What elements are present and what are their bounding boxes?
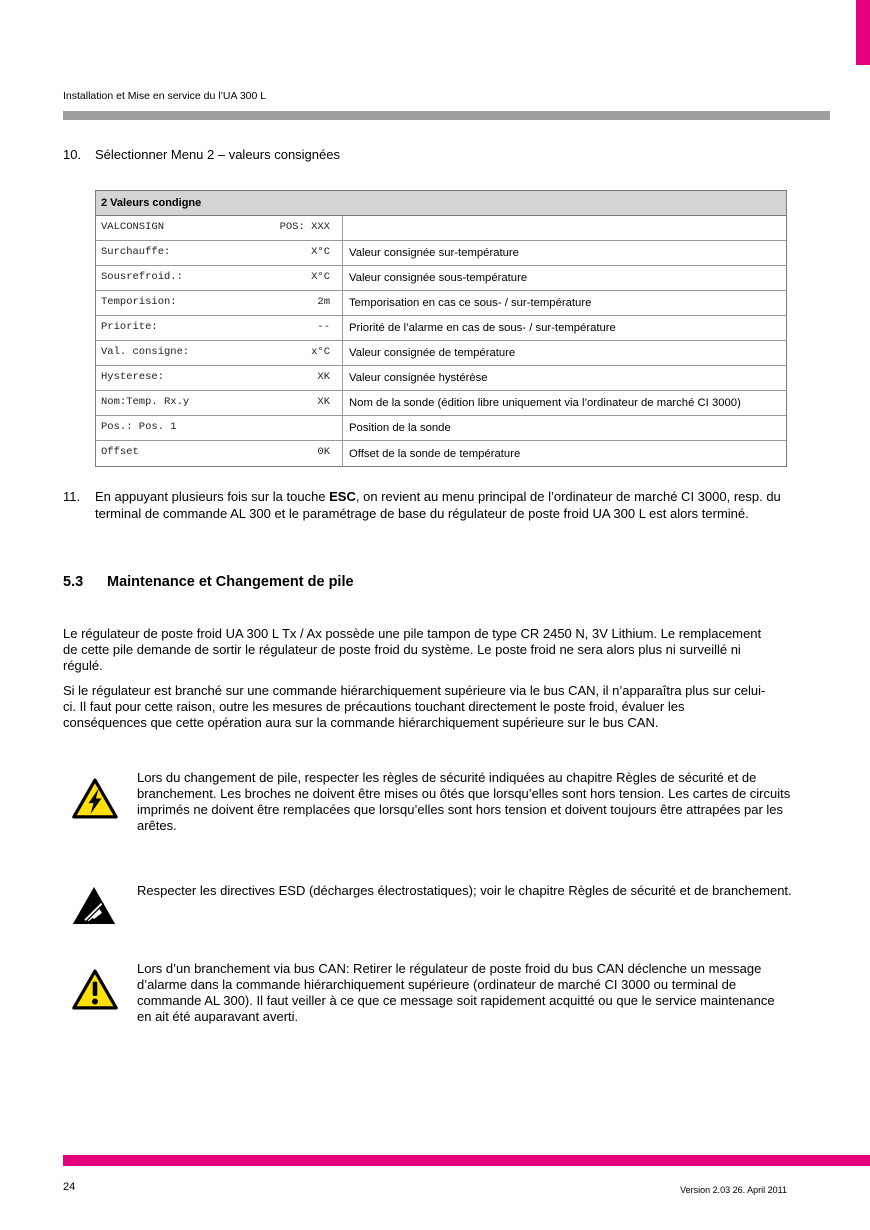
parameter-table	[95, 190, 787, 467]
menu-cell	[96, 441, 343, 466]
menu-cell	[96, 216, 343, 240]
menu-label: Val. consigne:	[101, 346, 190, 358]
top-accent-bar	[856, 0, 870, 65]
table-row	[96, 291, 786, 316]
warning-text: Lors d’un branchement via bus CAN: Retirer le régulateur de poste froid du bus CAN déclenche un message d’alarme dans la commande hiérarchiquement supérieure (ordinateur de marché CI 3000 ou terminal de commande AL 300). Il faut veiller à ce que ce message soit rapidement acquitté ou que le service maintenance en ait été auparavant averti.	[137, 961, 775, 1024]
section-paragraph: Si le régulateur est branché sur une commande hiérarchiquement supérieure via le bus CAN, il n’apparaîtra plus sur celui-ci. Il faut pour cette raison, outre les mesures de précautions touchant directement le poste froid, évaluer les conséquences que cette opération aura sur la commande hiérarchiquement supérieure sur le bus CAN.	[63, 683, 766, 730]
header-rule	[63, 111, 830, 120]
warning-block	[72, 883, 792, 930]
step-10-number: 10.	[63, 147, 82, 162]
table-row	[96, 216, 786, 241]
table-row	[96, 316, 786, 341]
menu-value: X°C	[311, 246, 330, 258]
warning-block	[72, 770, 792, 834]
description-cell: Offset de la sonde de température	[349, 447, 521, 460]
menu-label: Temporision:	[101, 296, 177, 308]
lightning-warning-svg	[72, 778, 118, 819]
description-cell: Temporisation en cas ce sous- / sur-température	[349, 297, 592, 309]
menu-value: --	[317, 321, 330, 333]
general-warning-svg	[72, 969, 118, 1010]
warning-block	[72, 961, 792, 1025]
description-cell: Valeur consignée de température	[349, 347, 516, 359]
description-cell: Valeur consignée sur-température	[349, 247, 519, 259]
table-row	[96, 391, 786, 416]
description-cell: Valeur consignée hystérèse	[349, 372, 488, 384]
menu-value: POS: XXX	[279, 221, 330, 233]
menu-label: Surchauffe:	[101, 246, 171, 258]
menu-label: Pos.: Pos. 1	[101, 421, 177, 433]
step-11-text-before: En appuyant plusieurs fois sur la touche	[95, 489, 330, 504]
footer-accent-bar	[63, 1155, 870, 1166]
description-cell: Nom de la sonde (édition libre uniquement via l’ordinateur de marché CI 3000)	[349, 397, 741, 409]
section-heading	[63, 574, 354, 590]
step-11-text-after: , on revient au menu principal de l’ordinateur de marché CI 3000, resp. du terminal de commande AL 300 et le paramétrage de base du régulateur de poste froid UA 300 L est alors terminé.	[95, 489, 781, 521]
menu-value: x°C	[311, 346, 330, 358]
menu-value: X°C	[311, 271, 330, 283]
menu-value: XK	[317, 396, 330, 408]
step-11	[63, 489, 789, 522]
menu-cell	[96, 416, 343, 440]
lightning-warning-icon	[72, 770, 137, 824]
menu-value: 0K	[317, 446, 330, 458]
step-11-text	[95, 489, 789, 522]
table-row	[96, 341, 786, 366]
description-cell	[343, 216, 786, 240]
description-cell: Valeur consignée sous-température	[349, 272, 528, 284]
menu-label: Nom:Temp. Rx.y	[101, 396, 190, 408]
section-number: 5.3	[63, 574, 84, 590]
step-10-text: Sélectionner Menu 2 – valeurs consignées	[95, 147, 340, 162]
menu-label: Sousrefroid.:	[101, 271, 183, 283]
esd-warning-icon	[72, 883, 137, 930]
step-10	[63, 147, 340, 164]
menu-label: VALCONSIGN	[101, 221, 165, 233]
table-header: 2 Valeurs condigne	[96, 191, 786, 216]
table-row	[96, 441, 786, 466]
menu-cell	[96, 341, 343, 365]
menu-cell	[96, 241, 343, 265]
section-title: Maintenance et Changement de pile	[107, 574, 354, 590]
description-cell: Priorité de l’alarme en cas de sous- / sur-température	[349, 322, 616, 334]
page-header-title: Installation et Mise en service du l’UA 300 L	[63, 90, 267, 102]
section-paragraph: Le régulateur de poste froid UA 300 L Tx / Ax possède une pile tampon de type CR 2450 N, 3V Lithium. Le remplacement de cette pile demande de sortir le régulateur de poste froid du système. Le poste froid ne sera alors plus ni surveillé ni régulé.	[63, 626, 762, 673]
menu-value: XK	[317, 371, 330, 383]
menu-value: 2m	[317, 296, 330, 308]
step-11-number: 11.	[63, 489, 81, 504]
menu-cell	[96, 291, 343, 315]
page-number: 24	[63, 1181, 76, 1193]
warning-text: Respecter les directives ESD (décharges électrostatiques); voir le chapitre Règles de sécurité et de branchement.	[137, 883, 792, 898]
version-info: Version 2.03 26. April 2011	[680, 1185, 787, 1195]
warning-text: Lors du changement de pile, respecter les règles de sécurité indiquées au chapitre Règles de sécurité et de branchement. Les broches ne doivent être mises ou ôtés que lorsqu’elles sont hors tension. Les cartes de circuits imprimés ne doivent être remplacées que lorsqu’elles sont hors tension et doivent toujours être attrapées par les arêtes.	[137, 770, 791, 833]
table-row	[96, 366, 786, 391]
menu-cell	[96, 266, 343, 290]
menu-cell	[96, 366, 343, 390]
menu-label: Hysterese:	[101, 371, 165, 383]
description-cell: Position de la sonde	[349, 422, 451, 434]
table-row	[96, 241, 786, 266]
menu-label: Offset	[101, 446, 139, 458]
menu-cell	[96, 316, 343, 340]
general-warning-icon	[72, 961, 137, 1015]
menu-label: Priorite:	[101, 321, 158, 333]
esc-key-label: ESC	[329, 489, 356, 504]
esd-warning-svg	[72, 886, 116, 925]
table-row	[96, 266, 786, 291]
menu-cell	[96, 391, 343, 415]
table-row	[96, 416, 786, 441]
